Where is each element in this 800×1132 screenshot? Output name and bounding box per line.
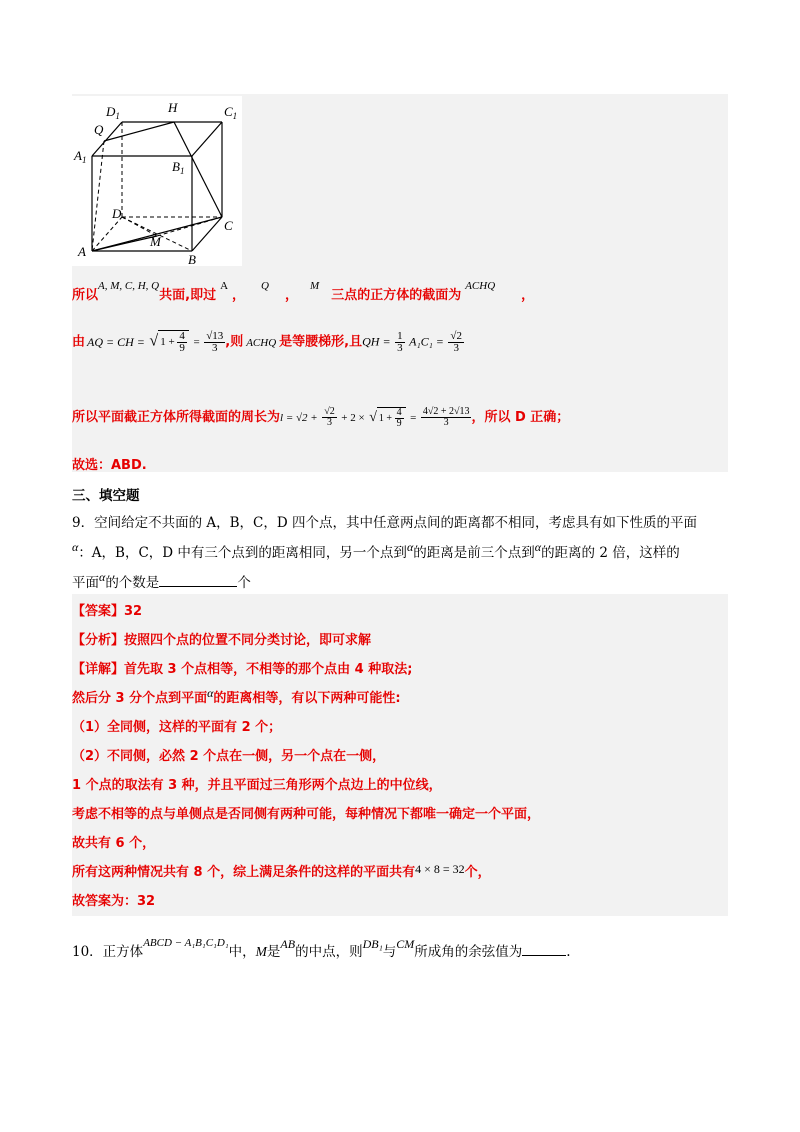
q10-line: 10．正方体$^{ABCD - A_1B_1C_1D_1}$中，M是AB的中点，则DB₁与CM所成角的余弦值为 . — [72, 937, 571, 960]
q9-line3: 平面α的个数是 个 — [72, 570, 251, 591]
sol9-detail: 【详解】首先取 3 个点相等，不相等的那个点由 4 种取法; — [72, 662, 413, 677]
label-C: C — [224, 218, 233, 233]
label-C1: $C_1$ — [224, 104, 238, 121]
sol8-line2: 由 AQ = CH = √ 1 + $\frac{4}{9}$ = $\frac{√13}{3}$ ,则 ACHQ 是等腰梯形,且QH = $\frac{1}{3}$ A₁C₁ = $\frac{√2}{3}$ — [72, 329, 462, 354]
cube-figure — [72, 96, 242, 266]
sol9-line10: 所有这两种情况共有 8 个，综上满足条件的这样的平面共有4 × 8 = 32个， — [72, 862, 491, 880]
label-B: B — [188, 252, 196, 266]
sol9-analysis: 【分析】按照四个点的位置不同分类讨论，即可求解 — [72, 633, 372, 648]
answer-blank[interactable] — [159, 574, 237, 587]
sol9-line7: 1 个点的取法有 3 种，并且平面过三角形两个点边上的中位线， — [72, 778, 442, 793]
label-H: H — [168, 100, 178, 115]
sol9-line8: 考虑不相等的点与单侧点是否同侧有两种可能，每种情况下都唯一确定一个平面， — [72, 807, 541, 822]
sol9-line9: 故共有 6 个， — [72, 836, 156, 851]
label-A: A — [78, 244, 86, 259]
q9-line2: α：A，B，C，D 中有三个点到的距离相同，另一个点到α的距离是前三个点到α的距离的 2 倍，这样的 — [72, 540, 680, 561]
sol8-line1: 所以$^{A, M, C, H, Q}$共面,即过$^A$，$^Q$，$^M$三点的正方体的截面为$^{ACHQ}$， — [72, 280, 535, 303]
label-D: D — [112, 206, 122, 221]
section-heading: 三、填空题 — [72, 488, 140, 504]
label-A1: $A_1$ — [74, 148, 87, 165]
sol8-answer: 故选：ABD. — [72, 458, 147, 473]
solution-block-q8 — [72, 94, 728, 472]
solution-block-q9 — [72, 594, 728, 916]
sol9-line6: （2）不同侧，必然 2 个点在一侧，另一个点在一侧， — [72, 749, 386, 764]
label-Q: Q — [94, 122, 104, 137]
sol9-line4: 然后分 3 分个点到平面α的距离相等，有以下两种可能性: — [72, 686, 401, 706]
answer-blank-q10[interactable] — [522, 943, 566, 956]
sol9-line5: （1）全同侧，这样的平面有 2 个； — [72, 720, 282, 735]
label-M: M — [150, 234, 161, 249]
sol8-line3: 所以平面截正方体所得截面的周长为l = √2 + $\frac{√2}{3}$ + 2 × √ 1 + $\frac{4}{9}$ = $\frac{4√2 + 2√13}{3}$ ，所以 D 正确； — [72, 406, 570, 429]
label-D1: $D_1$ — [106, 104, 120, 121]
q9-line1: 9．空间给定不共面的 A，B，C，D 四个点，其中任意两点间的距离都不相同，考虑具有如下性质的平面 — [72, 515, 697, 531]
label-B1: $B_1$ — [172, 159, 185, 176]
sol9-answer: 【答案】32 — [72, 604, 143, 619]
sol9-line11: 故答案为：32 — [72, 894, 156, 909]
